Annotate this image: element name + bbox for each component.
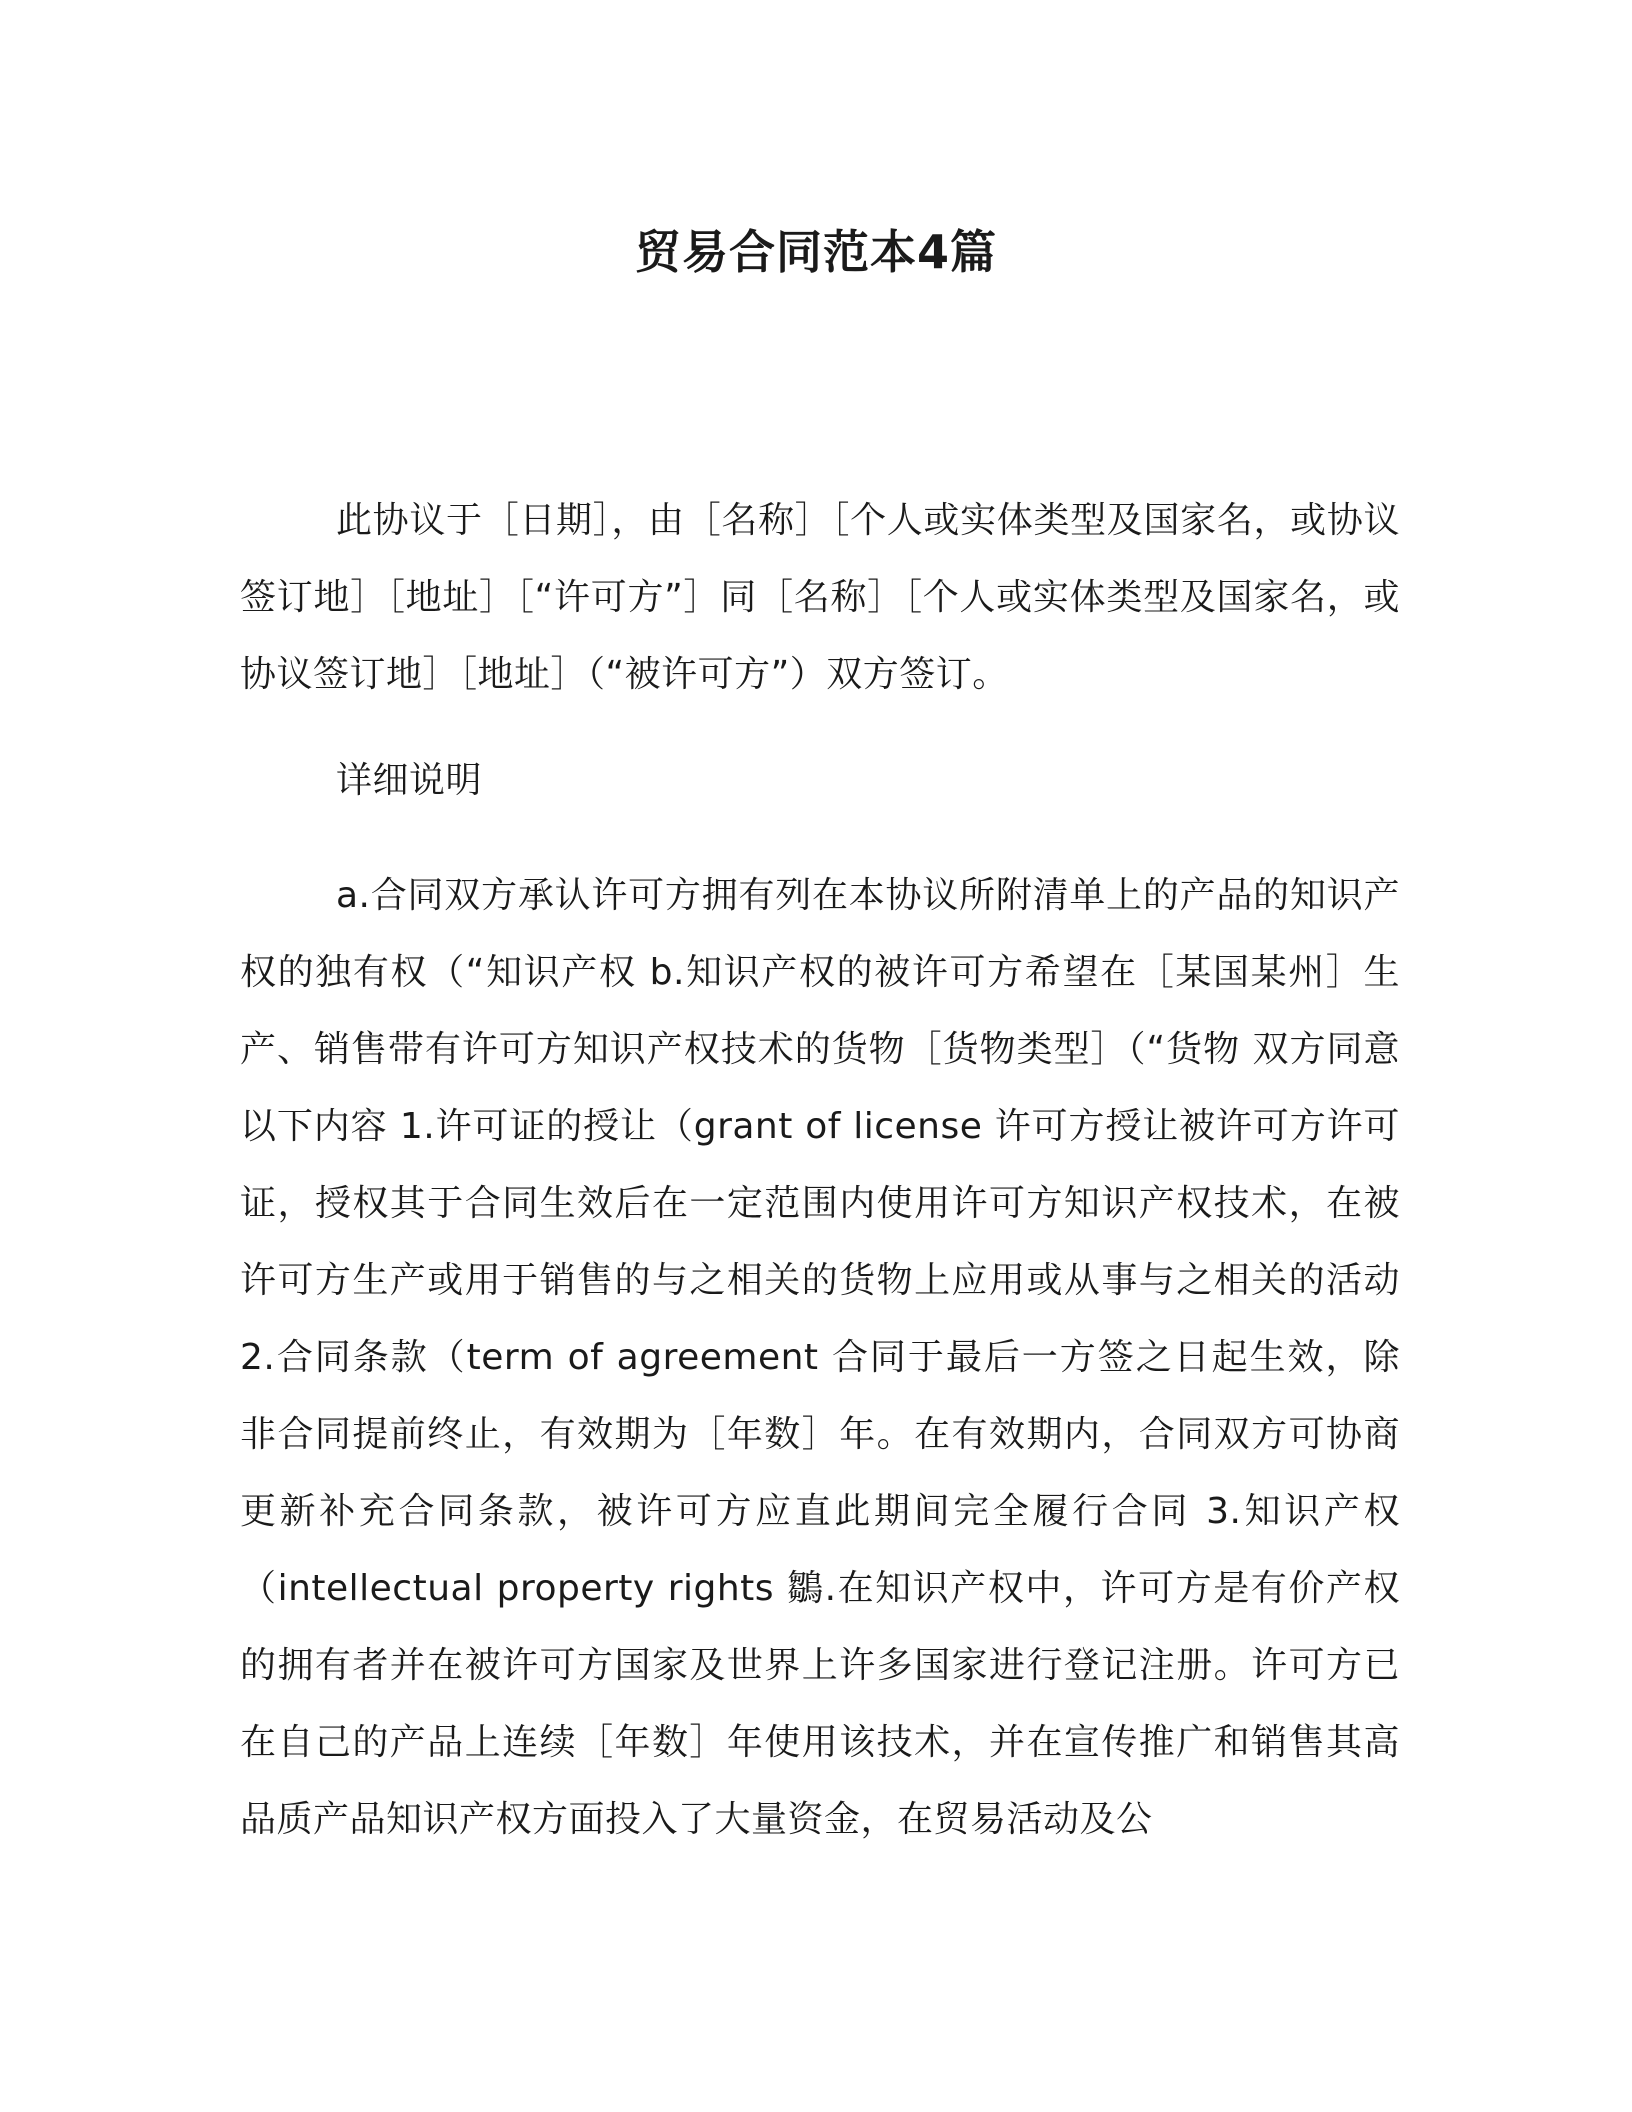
paragraph-text: 此协议于［日期］，由［名称］［个人或实体类型及国家名，或协议签订地］［地址］［“许可方”］同［名称］［个人或实体类型及国家名，或协议签订地］［地址］（“被许可方”）双方签订。 — [240, 500, 1400, 695]
paragraph-clauses — [240, 857, 1400, 1858]
document-title: 贸易合同范本4篇 — [634, 225, 997, 279]
section-heading: 详细说明 — [336, 760, 483, 801]
paragraph-preamble — [240, 482, 1400, 713]
paragraph-heading-details — [240, 742, 1400, 819]
paragraph-text: a.合同双方承认许可方拥有列在本协议所附清单上的产品的知识产权的独有权（“知识产权 b.知识产权的被许可方希望在［某国某州］生产、销售带有许可方知识产权技术的货物［货物类型］（“货物 双方同意以下内容 1.许可证的授让（grant of license 许可方授让被许可方许可证，授权其于合同生效后在一定范围内使用许可方知识产权技术，在被许可方生产或用于销售的与之相关的货物上应用或从事与之相关的活动 2.合同条款（term of agreement 合同于最后一方签之日起生效，除非合同提前终止，有效期为［年数］年。在有效期内，合同双方可协商更新补充合同条款，被许可方应直此期间完全履行合同 3.知识产权（intellectual property rights 鶵.在知识产权中，许可方是有价产权的拥有者并在被许可方国家及世界上许多国家进行登记注册。许可方已在自己的产品上连续［年数］年使用该技术，并在宣传推广和销售其高品质产品知识产权方面投入了大量资金，在贸易活动及公 — [240, 875, 1400, 1840]
